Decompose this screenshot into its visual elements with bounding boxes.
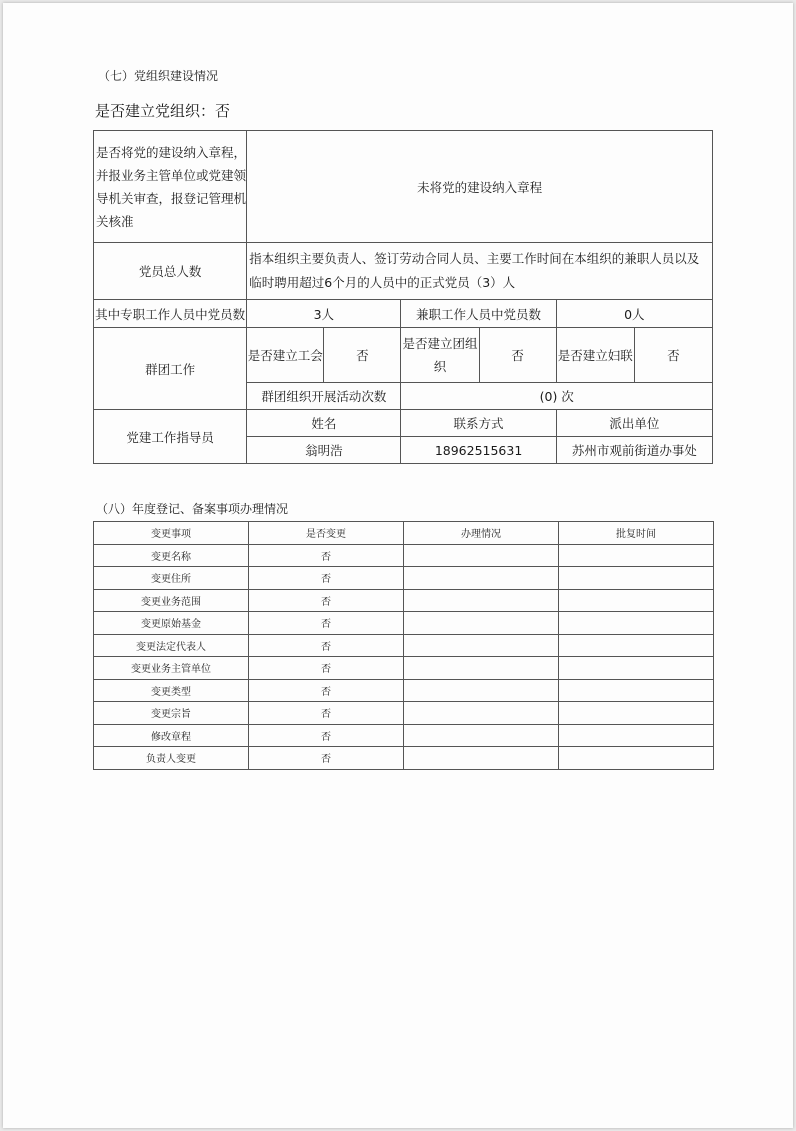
header-cell: 变更事项	[94, 522, 249, 545]
fulltime-value: 3人	[247, 300, 401, 328]
approval-time	[559, 657, 714, 680]
approval-time	[559, 567, 714, 590]
union-value: 否	[324, 328, 401, 383]
activities-label: 群团组织开展活动次数	[247, 383, 401, 410]
handling-status	[404, 747, 559, 770]
party-building-table	[93, 130, 713, 464]
change-item: 变更原始基金	[94, 612, 249, 635]
members-label: 党员总人数	[94, 243, 247, 300]
approval-time	[559, 589, 714, 612]
change-item: 负责人变更	[94, 747, 249, 770]
approval-time	[559, 634, 714, 657]
header-cell: 是否变更	[249, 522, 404, 545]
change-item: 变更住所	[94, 567, 249, 590]
contact-header: 联系方式	[401, 410, 556, 437]
changed-flag: 否	[249, 747, 404, 770]
handling-status	[404, 567, 559, 590]
change-item: 变更类型	[94, 679, 249, 702]
party-org-status: 是否建立党组织：否	[95, 102, 231, 120]
change-item: 修改章程	[94, 724, 249, 747]
header-cell: 办理情况	[404, 522, 559, 545]
handling-status	[404, 612, 559, 635]
document-page	[3, 3, 793, 1128]
table-row	[94, 724, 714, 747]
change-item: 变更业务主管单位	[94, 657, 249, 680]
table-row	[94, 567, 714, 590]
handling-status	[404, 589, 559, 612]
handling-status	[404, 634, 559, 657]
instructor-contact: 18962515631	[401, 437, 556, 464]
instructor-name: 翁明浩	[247, 437, 401, 464]
changed-flag: 否	[249, 567, 404, 590]
change-item: 变更法定代表人	[94, 634, 249, 657]
handling-status	[404, 702, 559, 725]
changed-flag: 否	[249, 612, 404, 635]
changed-flag: 否	[249, 657, 404, 680]
changed-flag: 否	[249, 544, 404, 567]
changed-flag: 否	[249, 724, 404, 747]
approval-time	[559, 724, 714, 747]
table-row	[94, 612, 714, 635]
handling-status	[404, 679, 559, 702]
name-header: 姓名	[247, 410, 401, 437]
approval-time	[559, 679, 714, 702]
handling-status	[404, 544, 559, 567]
change-item: 变更名称	[94, 544, 249, 567]
approval-time	[559, 612, 714, 635]
instructor-label: 党建工作指导员	[94, 410, 247, 464]
table-row	[94, 679, 714, 702]
youth-value: 否	[479, 328, 556, 383]
changed-flag: 否	[249, 589, 404, 612]
instructor-unit: 苏州市观前街道办事处	[556, 437, 712, 464]
fulltime-label: 其中专职工作人员中党员数	[94, 300, 247, 328]
parttime-value: 0人	[556, 300, 712, 328]
charter-value: 未将党的建设纳入章程	[247, 131, 713, 243]
registration-changes-table	[93, 521, 714, 770]
table-row	[94, 589, 714, 612]
approval-time	[559, 702, 714, 725]
activities-value: (0) 次	[401, 383, 713, 410]
handling-status	[404, 724, 559, 747]
changed-flag: 否	[249, 679, 404, 702]
unit-header: 派出单位	[556, 410, 712, 437]
table-row	[94, 544, 714, 567]
table-row	[94, 747, 714, 770]
charter-label: 是否将党的建设纳入章程，并报业务主管单位或党建领导机关审查，报登记管理机关核准	[94, 131, 247, 243]
union-label: 是否建立工会	[247, 328, 324, 383]
youth-label: 是否建立团组织	[401, 328, 479, 383]
table-row	[94, 657, 714, 680]
changed-flag: 否	[249, 634, 404, 657]
section7-title: （七）党组织建设情况	[98, 69, 219, 83]
table-row	[94, 702, 714, 725]
changed-flag: 否	[249, 702, 404, 725]
handling-status	[404, 657, 559, 680]
members-value: 指本组织主要负责人、签订劳动合同人员、主要工作时间在本组织的兼职人员以及临时聘用超过6个月的人员中的正式党员（3）人	[247, 243, 713, 300]
mass-work-label: 群团工作	[94, 328, 247, 410]
approval-time	[559, 544, 714, 567]
table-row	[94, 634, 714, 657]
section8-title: （八）年度登记、备案事项办理情况	[96, 502, 289, 516]
women-value: 否	[634, 328, 712, 383]
table-header-row	[94, 522, 714, 545]
header-cell: 批复时间	[559, 522, 714, 545]
change-item: 变更宗旨	[94, 702, 249, 725]
parttime-label: 兼职工作人员中党员数	[401, 300, 556, 328]
approval-time	[559, 747, 714, 770]
women-label: 是否建立妇联	[556, 328, 634, 383]
change-item: 变更业务范围	[94, 589, 249, 612]
